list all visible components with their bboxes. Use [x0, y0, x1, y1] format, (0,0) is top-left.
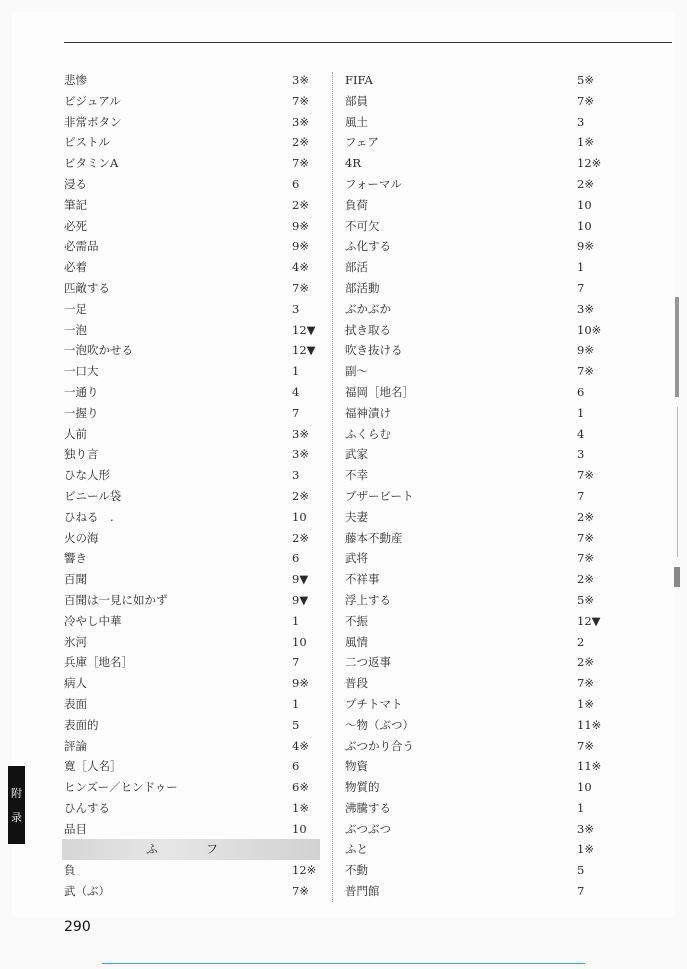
index-entry [345, 819, 597, 840]
index-term: 福神漬け [345, 405, 391, 420]
index-term: 武将 [345, 551, 368, 566]
index-entry [345, 195, 597, 216]
index-term: 負 [64, 863, 76, 878]
index-lesson-number: 11※ [577, 717, 602, 732]
index-term: 二つ返事 [345, 655, 391, 670]
index-entry [345, 736, 597, 757]
index-term: 夫妻 [345, 509, 368, 524]
index-lesson-number: 7※ [577, 93, 594, 108]
index-term: 表面的 [64, 717, 99, 732]
index-entry [345, 424, 597, 445]
index-lesson-number: 2※ [292, 488, 309, 503]
index-lesson-number: 7※ [577, 468, 594, 483]
index-entry [345, 652, 597, 673]
index-entry [64, 91, 316, 112]
index-term: 非常ボタン [64, 114, 122, 129]
index-term: ひな人形 [64, 468, 110, 483]
index-lesson-number: 12※ [577, 156, 602, 171]
index-entry [64, 320, 316, 341]
index-entry [64, 382, 316, 403]
index-term: 人前 [64, 426, 87, 441]
index-lesson-number: 1※ [577, 135, 594, 150]
index-lesson-number: 3※ [292, 73, 309, 87]
index-term: 不幸 [345, 468, 368, 483]
index-term: 部活 [345, 260, 368, 275]
index-entry [345, 91, 597, 112]
index-entry [345, 673, 597, 694]
index-entry [64, 424, 316, 445]
index-lesson-number: 10※ [577, 322, 602, 337]
index-lesson-number: 9※ [292, 676, 309, 691]
index-term: 百聞は一見に如かず [64, 592, 168, 607]
index-lesson-number: 1 [577, 405, 585, 420]
index-lesson-number: 12▼ [292, 322, 316, 337]
index-term: 浮上する [345, 592, 391, 607]
index-term: 筆記 [64, 197, 87, 212]
index-lesson-number: 7※ [292, 884, 309, 899]
index-lesson-number: 2※ [577, 509, 594, 524]
index-lesson-number: 1※ [577, 696, 594, 711]
index-term: 必着 [64, 260, 87, 275]
index-entry [64, 486, 316, 507]
index-lesson-number: 9▼ [292, 592, 309, 607]
index-entry [345, 569, 597, 590]
index-term: FIFA [345, 73, 373, 87]
index-lesson-number: 9※ [292, 218, 309, 233]
index-term: 普門館 [345, 884, 380, 899]
index-entry [345, 340, 597, 361]
index-term: 火の海 [64, 530, 99, 545]
index-lesson-number: 11※ [577, 759, 602, 774]
index-entry [64, 340, 316, 361]
index-entry [64, 216, 316, 237]
index-term: ふくらむ [345, 426, 391, 441]
index-term: ぶつぶつ [345, 821, 391, 836]
index-lesson-number: 10 [292, 821, 307, 836]
index-lesson-number: 9▼ [292, 572, 309, 587]
index-entry [345, 320, 602, 341]
index-term: 匹敵する [64, 280, 110, 295]
index-lesson-number: 2※ [577, 572, 594, 587]
index-term: 病人 [64, 676, 87, 691]
page [12, 12, 675, 917]
index-entry [345, 798, 597, 819]
index-entry [64, 195, 316, 216]
index-entry [64, 507, 316, 528]
index-term: ～物（ぶつ） [345, 717, 414, 732]
index-entry [345, 278, 597, 299]
index-lesson-number: 1 [292, 696, 300, 711]
index-lesson-number: 7※ [577, 738, 594, 753]
index-lesson-number: 3※ [292, 114, 309, 129]
index-lesson-number: 6 [292, 176, 300, 191]
index-entry [64, 715, 316, 736]
index-entry [64, 569, 316, 590]
index-entry [345, 528, 597, 549]
index-lesson-number: 2※ [292, 530, 309, 545]
index-lesson-number: 6※ [292, 780, 309, 795]
index-term: ぶかぶか [345, 301, 391, 316]
index-entry [345, 174, 597, 195]
index-lesson-number: 7※ [577, 676, 594, 691]
index-term: 福岡［地名］ [345, 384, 414, 399]
index-lesson-number: 7 [292, 655, 300, 670]
index-lesson-number: 10 [577, 218, 592, 233]
index-entry [64, 881, 316, 902]
index-lesson-number: 7 [292, 405, 300, 420]
index-term: 必需品 [64, 239, 99, 254]
index-term: 副～ [345, 364, 368, 379]
index-term: 部員 [345, 93, 368, 108]
index-entry [64, 673, 316, 694]
index-entry [64, 798, 316, 819]
side-tab-char-2: 录 [11, 811, 22, 824]
index-entry [64, 465, 316, 486]
index-entry [64, 632, 316, 653]
index-lesson-number: 3※ [292, 426, 309, 441]
side-tab-char-1: 附 [11, 787, 22, 800]
index-term: ヒンズー／ヒンドゥー [64, 780, 178, 795]
index-entry [345, 694, 597, 715]
index-entry [64, 777, 316, 798]
index-lesson-number: 5 [292, 717, 300, 732]
index-entry [345, 632, 597, 653]
index-entry [345, 486, 597, 507]
index-lesson-number: 7※ [292, 156, 309, 171]
index-term: 物資 [345, 759, 368, 774]
appendix-side-tab [8, 766, 25, 844]
index-lesson-number: 7※ [577, 551, 594, 566]
index-lesson-number: 9※ [577, 343, 594, 358]
index-term: 不動 [345, 863, 368, 878]
index-lesson-number: 12▼ [292, 343, 316, 358]
index-term: 浸る [64, 176, 87, 191]
index-lesson-number: 1 [577, 260, 585, 275]
index-term: 沸騰する [345, 800, 391, 815]
index-lesson-number: 6 [292, 551, 300, 566]
index-entry [345, 236, 597, 257]
index-entry [64, 548, 316, 569]
index-lesson-number: 1 [577, 800, 585, 815]
index-lesson-number: 3 [577, 114, 585, 129]
index-entry [64, 819, 316, 840]
page-edge-marks [672, 297, 682, 597]
top-rule [64, 42, 672, 43]
index-lesson-number: 10 [292, 509, 307, 524]
index-term: 響き [64, 551, 87, 566]
index-term: プチトマト [345, 696, 403, 711]
index-term: 悲惨 [64, 73, 87, 87]
index-entry [64, 611, 316, 632]
column-divider [332, 72, 333, 902]
index-lesson-number: 7 [577, 280, 585, 295]
index-lesson-number: 3 [292, 301, 300, 316]
index-term: 一口大 [64, 364, 99, 379]
index-term: 不祥事 [345, 572, 380, 587]
index-lesson-number: 7 [577, 488, 585, 503]
index-lesson-number: 4※ [292, 738, 309, 753]
index-term: 武（ぶ） [64, 884, 110, 899]
index-term: 一通り [64, 384, 99, 399]
index-term: ビタミンA [64, 156, 119, 171]
index-term: 独り言 [64, 447, 99, 462]
index-lesson-number: 7※ [292, 93, 309, 108]
index-term: 兵庫［地名］ [64, 655, 133, 670]
index-entry [345, 507, 597, 528]
index-entry [345, 444, 597, 465]
index-entry [64, 528, 316, 549]
index-column-right [345, 70, 602, 902]
index-lesson-number: 4 [577, 426, 585, 441]
bottom-rule [102, 963, 585, 964]
index-term: 普段 [345, 676, 368, 691]
index-lesson-number: 3※ [577, 821, 594, 836]
index-term: ふ化する [345, 239, 391, 254]
index-entry [345, 881, 597, 902]
index-entry [64, 694, 316, 715]
index-term: 負荷 [345, 197, 368, 212]
index-lesson-number: 7※ [577, 364, 594, 379]
index-lesson-number: 2 [577, 634, 585, 649]
index-term: 部活動 [345, 280, 380, 295]
index-term: ビジュアル [64, 93, 121, 108]
index-lesson-number: 3 [292, 468, 300, 483]
index-entry [64, 860, 316, 881]
index-lesson-number: 10 [577, 197, 592, 212]
index-entry [345, 112, 597, 133]
index-term: 4R [345, 156, 361, 171]
index-entry [345, 132, 597, 153]
index-lesson-number: 1 [292, 364, 300, 379]
index-term: フォーマル [345, 176, 402, 191]
index-entry [345, 839, 597, 860]
index-lesson-number: 9※ [577, 239, 594, 254]
index-column-left [64, 70, 316, 902]
index-entry [345, 70, 597, 91]
index-term: 一泡 [64, 322, 87, 337]
index-lesson-number: 7 [577, 884, 585, 899]
index-entry [64, 257, 316, 278]
index-lesson-number: 7※ [577, 530, 594, 545]
index-entry [345, 403, 597, 424]
index-entry [64, 756, 316, 777]
index-entry [64, 153, 316, 174]
index-lesson-number: 12※ [292, 863, 317, 878]
index-entry [64, 132, 316, 153]
index-term: 物質的 [345, 780, 380, 795]
index-entry [64, 174, 316, 195]
index-lesson-number: 4※ [292, 260, 309, 275]
index-lesson-number: 5※ [577, 73, 594, 87]
index-lesson-number: 12▼ [577, 613, 601, 628]
index-entry [345, 860, 597, 881]
index-entry [345, 465, 597, 486]
index-term: ひねる . [64, 509, 114, 524]
index-entry [345, 548, 597, 569]
index-lesson-number: 5 [577, 863, 585, 878]
index-entry [345, 257, 597, 278]
index-entry [64, 736, 316, 757]
index-entry [345, 590, 597, 611]
index-entry [345, 216, 597, 237]
index-lesson-number: 6 [577, 384, 585, 399]
index-lesson-number: 6 [292, 759, 300, 774]
index-entry [345, 153, 602, 174]
index-entry [64, 70, 316, 91]
index-lesson-number: 2※ [577, 176, 594, 191]
index-term: ピストル [64, 135, 110, 150]
index-term: ひんする [64, 800, 110, 815]
index-term: 氷河 [64, 634, 87, 649]
index-lesson-number: 5※ [577, 592, 594, 607]
index-term: 表面 [64, 696, 87, 711]
index-term: 冷やし中華 [64, 613, 122, 628]
index-term: 不振 [345, 613, 368, 628]
index-term: ビニール袋 [64, 488, 122, 503]
index-entry [345, 382, 597, 403]
index-entry [64, 444, 316, 465]
index-term: 寛［人名］ [64, 759, 122, 774]
section-header-fu: ふ フ [62, 839, 320, 860]
index-term: 藤本不動産 [345, 530, 403, 545]
index-lesson-number: 10 [292, 634, 307, 649]
index-entry [345, 756, 602, 777]
index-lesson-number: 10 [577, 780, 592, 795]
index-lesson-number: 2※ [292, 197, 309, 212]
index-entry [64, 652, 316, 673]
index-term: ふと [345, 842, 368, 857]
index-lesson-number: 4 [292, 384, 300, 399]
index-entry [345, 715, 602, 736]
index-lesson-number: 1 [292, 613, 300, 628]
index-term: 一足 [64, 301, 87, 316]
index-term: ブザービート [345, 488, 414, 503]
index-term: 品目 [64, 821, 87, 836]
index-term: ぶつかり合う [345, 738, 414, 753]
index-term: 拭き取る [345, 322, 391, 337]
index-term: 一握り [64, 405, 99, 420]
index-lesson-number: 7※ [292, 280, 309, 295]
index-lesson-number: 3※ [292, 447, 309, 462]
index-lesson-number: 3※ [577, 301, 594, 316]
index-entry [345, 361, 597, 382]
page-number: 290 [64, 919, 91, 935]
index-term: 不可欠 [345, 218, 380, 233]
index-entry [345, 299, 597, 320]
index-term: 一泡吹かせる [64, 343, 133, 358]
index-term: 吹き抜ける [345, 343, 403, 358]
index-lesson-number: 2※ [577, 655, 594, 670]
index-term: 風情 [345, 634, 368, 649]
index-term: 風土 [345, 114, 368, 129]
index-term: フェア [345, 135, 379, 150]
index-entry [345, 611, 601, 632]
index-term: 武家 [345, 447, 368, 462]
index-entry [64, 299, 316, 320]
index-term: 百聞 [64, 572, 87, 587]
index-entry [345, 777, 597, 798]
index-term: 評論 [64, 738, 87, 753]
index-entry [64, 590, 316, 611]
index-lesson-number: 3 [577, 447, 585, 462]
index-entry [64, 361, 316, 382]
index-lesson-number: 9※ [292, 239, 309, 254]
index-lesson-number: 2※ [292, 135, 309, 150]
index-term: 必死 [64, 218, 87, 233]
index-entry [64, 112, 316, 133]
index-lesson-number: 1※ [577, 842, 594, 857]
index-lesson-number: 1※ [292, 800, 309, 815]
index-entry [64, 278, 316, 299]
index-entry [64, 403, 316, 424]
index-entry [64, 236, 316, 257]
